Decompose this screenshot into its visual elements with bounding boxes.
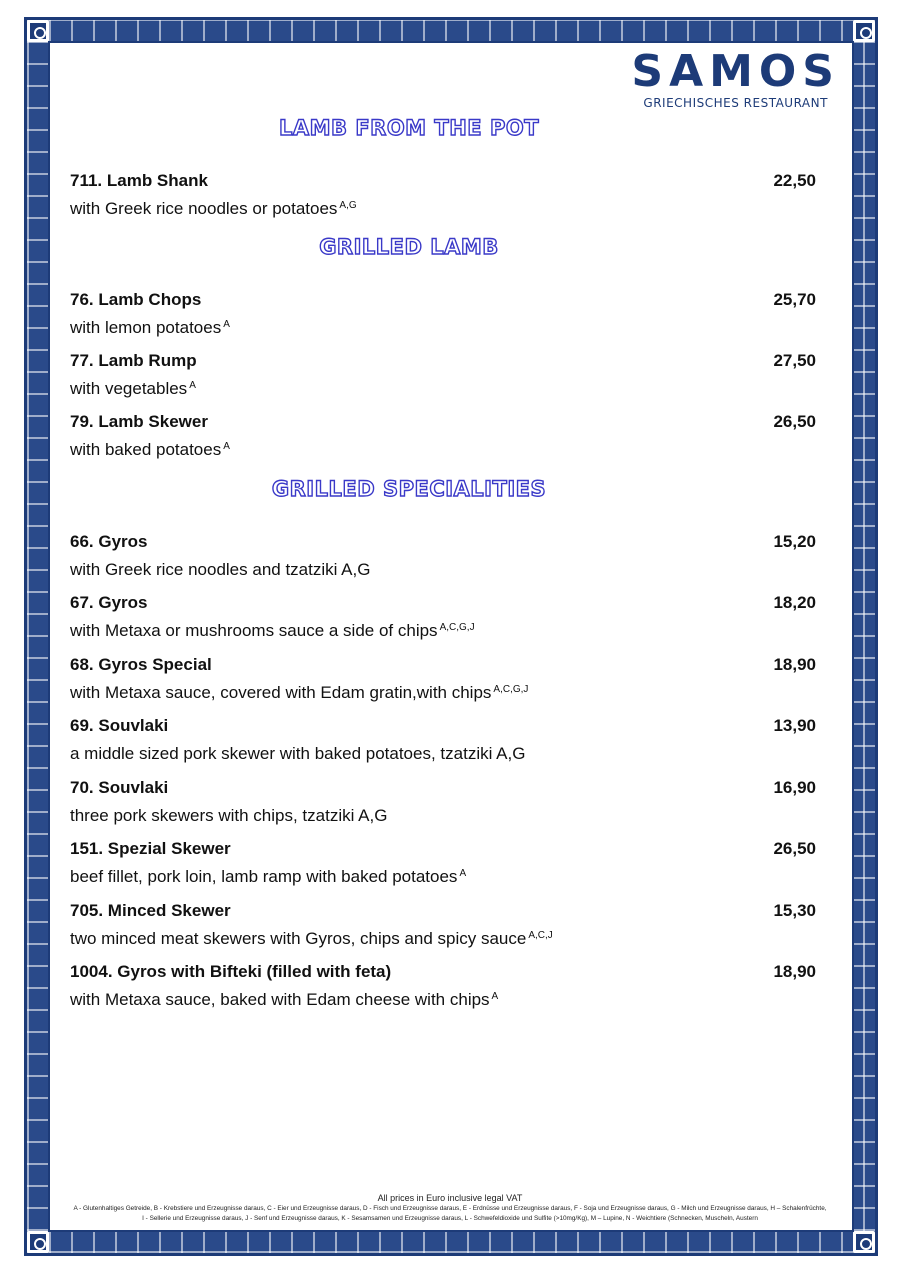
menu-item (70, 592, 816, 643)
logo-subtitle: GRIECHISCHES RESTAURANT (643, 96, 828, 110)
item-price: 25,70 (773, 290, 816, 309)
menu-item (70, 654, 816, 705)
item-price: 26,50 (773, 839, 816, 858)
item-description: a middle sized pork skewer with baked potatoes, tzatziki A,G (70, 744, 526, 763)
item-description: with Metaxa or mushrooms sauce a side of chips $^{A,C,G,J}$ (70, 621, 475, 640)
item-price: 22,50 (773, 171, 816, 190)
menu-item (70, 170, 816, 221)
menu-item (70, 411, 816, 462)
border-corner-ornament-icon (853, 20, 875, 42)
item-description: with baked potatoes $^A$ (70, 440, 230, 459)
item-name: 151. Spezial Skewer (70, 839, 231, 858)
logo-name: SAMOS (631, 46, 840, 97)
menu-item (70, 838, 816, 889)
item-description: with Greek rice noodles or potatoes $^{A,G}$ (70, 199, 357, 218)
item-price: 18,90 (773, 655, 816, 674)
item-description: with lemon potatoes $^A$ (70, 318, 230, 337)
item-name: 66. Gyros (70, 532, 148, 551)
item-price: 18,90 (773, 962, 816, 981)
item-price: 27,50 (773, 351, 816, 370)
item-description: two minced meat skewers with Gyros, chips and spicy sauce $^{A,C,J}$ (70, 929, 553, 948)
item-price: 18,20 (773, 593, 816, 612)
allergen-codes: A,C,G,J (493, 684, 529, 695)
allergen-codes: A (223, 441, 230, 452)
item-name: 1004. Gyros with Bifteki (filled with feta) (70, 962, 392, 981)
menu-item (70, 350, 816, 401)
item-price: 15,30 (773, 901, 816, 920)
item-name: 711. Lamb Shank (70, 171, 208, 190)
item-description: with vegetables $^A$ (70, 379, 196, 398)
section-title: GRILLED LAMB (319, 235, 499, 259)
allergen-codes: A (223, 319, 230, 330)
menu-item (70, 900, 816, 951)
item-name: 77. Lamb Rump (70, 351, 197, 370)
item-name: 69. Souvlaki (70, 716, 169, 735)
allergen-codes: A (189, 380, 196, 391)
item-name: 79. Lamb Skewer (70, 412, 208, 431)
item-description: beef fillet, pork loin, lamb ramp with baked potatoes $^A$ (70, 867, 467, 886)
allergen-codes: A (459, 868, 467, 879)
item-price: 26,50 (773, 412, 816, 431)
item-name: 67. Gyros (70, 593, 148, 612)
menu-item (70, 289, 816, 340)
border-corner-ornament-icon (27, 20, 49, 42)
menu-item (70, 961, 816, 1012)
item-description: with Metaxa sauce, baked with Edam cheese with chips $^A$ (70, 990, 499, 1009)
item-description: with Metaxa sauce, covered with Edam gratin,with chips $^{A,C,G,J}$ (70, 683, 529, 702)
item-price: 16,90 (773, 778, 816, 797)
menu-item (70, 777, 816, 828)
section-title: GRILLED SPECIALITIES (271, 477, 547, 501)
allergen-codes: A (491, 991, 499, 1002)
item-name: 70. Souvlaki (70, 778, 169, 797)
menu-item (70, 531, 816, 582)
item-description: three pork skewers with chips, tzatziki A,G (70, 806, 388, 825)
item-price: 15,20 (773, 532, 816, 551)
restaurant-logo (631, 46, 840, 110)
item-name: 705. Minced Skewer (70, 901, 231, 920)
price-note: All prices in Euro inclusive legal VAT (377, 1193, 523, 1203)
item-name: 76. Lamb Chops (70, 290, 202, 309)
section-title: LAMB FROM THE POT (278, 116, 540, 140)
allergen-legend: A - Glutenhaltiges Getreide, B - Krebstiere und Erzeugnisse daraus, C - Eier und Erzeugnisse daraus, D - Fisch und Erzeugnisse daraus, E - Erdnüsse und Erzeugnisse daraus, F - Soja und Erzeugnisse daraus, G - Milch und Erzeugnisse daraus, H – Schalenfrüchte, I - Sellerie und Erzeugnisse daraus, J - Senf und Erzeugnisse daraus, K - Sesamsamen und Erzeugnisse daraus, L - Schwefeldioxide und Sulfite (>10mg/Kg), M – Lupine, N - Weichtiere (Schnecken, Muscheln, Austern (73, 1205, 827, 1222)
menu-item (70, 715, 816, 766)
allergen-codes: A,G (339, 200, 357, 211)
item-price: 13,90 (773, 716, 816, 735)
border-corner-ornament-icon (853, 1231, 875, 1253)
item-description: with Greek rice noodles and tzatziki A,G (70, 560, 371, 579)
border-corner-ornament-icon (27, 1231, 49, 1253)
allergen-codes: A,C,G,J (439, 622, 475, 633)
item-name: 68. Gyros Special (70, 655, 212, 674)
allergen-codes: A,C,J (528, 930, 553, 941)
menu-footer (72, 1193, 828, 1224)
